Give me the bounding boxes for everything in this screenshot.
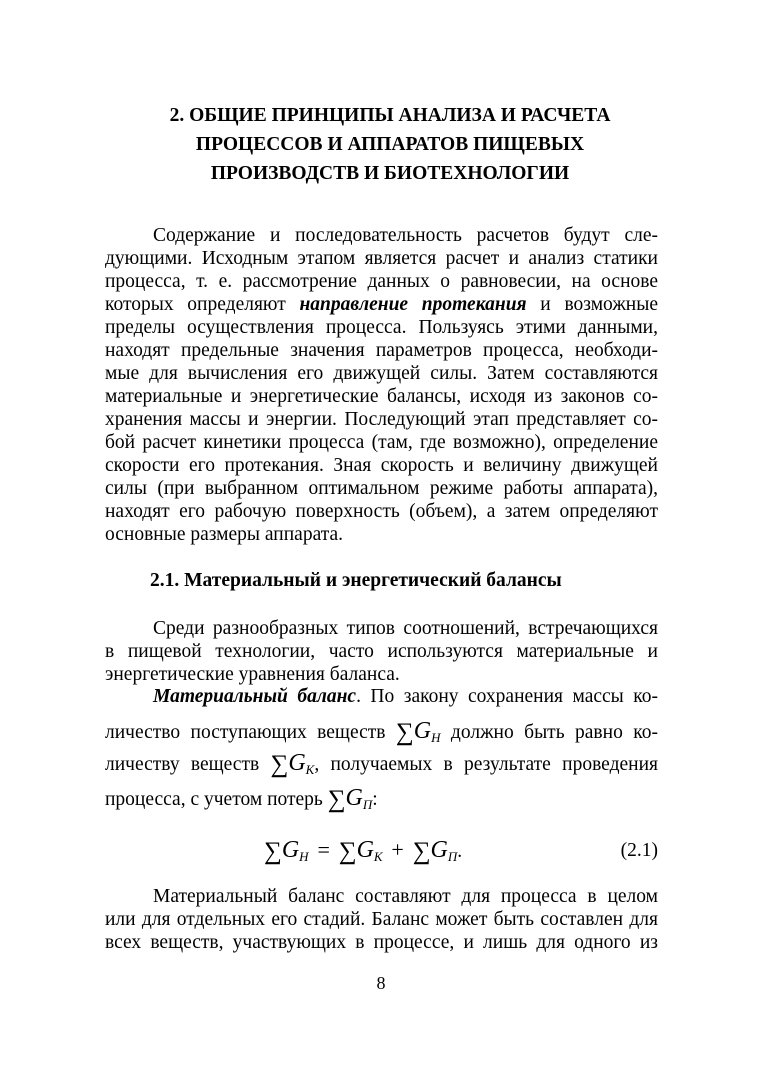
para2-text: процесса, с учетом потерь: [105, 789, 328, 810]
intro-line: скорости его протекания. Зная скорость и величину движущей: [105, 455, 658, 476]
equation-2-1: [264, 835, 462, 872]
chapter-title: [110, 101, 670, 188]
g-symbol: G: [356, 837, 374, 863]
intro-line: пределы осуществления процесса. Пользуясь этими данными,: [105, 317, 658, 338]
sum-g-n-symbol: [395, 718, 441, 746]
sigma-symbol: ∑: [338, 838, 357, 865]
para3-line: Материальный баланс составляют для процесса в целом: [153, 886, 658, 907]
para3-line: всех веществ, участвующих в процессе, и лишь для одного из: [105, 932, 658, 953]
intro-line: дующими. Исходным этапом является расчет и анализ статики: [105, 248, 658, 269]
emphasis-material-balance: Материальный баланс: [153, 686, 357, 707]
chapter-title-line: ПРОИЗВОДСТВ И БИОТЕХНОЛОГИИ: [210, 163, 570, 184]
sum-g-p-symbol: [327, 785, 373, 813]
intro-line: Содержание и последовательность расчетов будут сле-: [153, 225, 658, 246]
intro-text: которых определяют: [105, 294, 300, 315]
chapter-title-line: 2. ОБЩИЕ ПРИНЦИПЫ АНАЛИЗА И РАСЧЕТА: [169, 105, 611, 126]
sum-g-n-symbol: [264, 837, 309, 865]
emphasis-direction: направление протекания: [299, 294, 527, 315]
subscript-k: К: [305, 762, 315, 777]
subscript-p: П: [362, 797, 373, 812]
sigma-symbol: ∑: [264, 838, 282, 865]
para1-line: Среди разнообразных типов соотношений, встречающихся: [153, 618, 658, 639]
g-symbol: G: [345, 785, 363, 811]
para1-line: энергетические уравнения баланса.: [105, 664, 400, 685]
para2-text: :: [372, 789, 378, 810]
intro-line: находят предельные значения параметров процесса, необходи-: [105, 340, 658, 361]
g-symbol: G: [413, 718, 432, 744]
sigma-symbol: ∑: [327, 786, 346, 813]
para3-line: или для отдельных его стадий. Баланс может быть составлен для: [105, 909, 658, 930]
para2-text: личеству веществ: [105, 754, 271, 775]
intro-line: процесса, т. е. рассмотрение данных о равновесии, на основе: [105, 271, 658, 292]
equation-number: (2.1): [620, 840, 658, 861]
intro-line: материальные и энергетические балансы, исходя из законов со-: [105, 386, 658, 407]
intro-line: основные размеры аппарата.: [105, 524, 344, 545]
para2-text: , получаемых в результате проведения: [314, 754, 658, 775]
sum-g-k-symbol: [270, 750, 315, 778]
chapter-title-line: ПРОЦЕССОВ И АППАРАТОВ ПИЩЕВЫХ: [195, 134, 585, 155]
plus-sign: +: [391, 837, 404, 862]
formula-period: .: [457, 841, 463, 862]
para2-text: личество поступающих веществ: [105, 722, 396, 743]
equals-sign: =: [317, 837, 330, 862]
sigma-symbol: ∑: [395, 719, 414, 746]
subscript-p: П: [447, 849, 458, 864]
section-title: 2.1. Материальный и энергетический балансы: [150, 570, 562, 591]
sigma-symbol: ∑: [412, 838, 431, 865]
para2-line: [105, 748, 658, 778]
subscript-k: К: [373, 849, 383, 864]
intro-line: находят его рабочую поверхность (объем), а затем определяют: [105, 501, 658, 522]
g-symbol: G: [430, 837, 448, 863]
page-number: 8: [376, 973, 386, 993]
para2-text: должно быть равно ко-: [440, 722, 658, 743]
sigma-symbol: ∑: [270, 751, 289, 778]
intro-line: мые для вычисления его движущей силы. Затем составляются: [105, 363, 658, 384]
para2-line: [105, 716, 658, 746]
subscript-n: Н: [431, 730, 441, 745]
intro-line: силы (при выбранном оптимальном режиме работы аппарата),: [105, 478, 658, 499]
intro-line: хранения массы и энергии. Последующий этап представляет со-: [105, 409, 658, 430]
para2-text: . По закону сохранения массы ко-: [356, 686, 659, 707]
g-symbol: G: [288, 750, 306, 776]
subscript-n: Н: [299, 849, 309, 864]
g-symbol: G: [281, 837, 300, 863]
intro-line: [105, 294, 658, 316]
para2-line: [105, 783, 658, 813]
para1-line: в пищевой технологии, часто используются материальные и: [105, 641, 658, 662]
sum-g-p-symbol: [412, 837, 458, 865]
para2-line: [153, 686, 658, 708]
intro-line: бой расчет кинетики процесса (там, где возможно), определение: [105, 432, 658, 453]
sum-g-k-symbol: [338, 837, 383, 865]
intro-text: и возможные: [526, 294, 658, 315]
